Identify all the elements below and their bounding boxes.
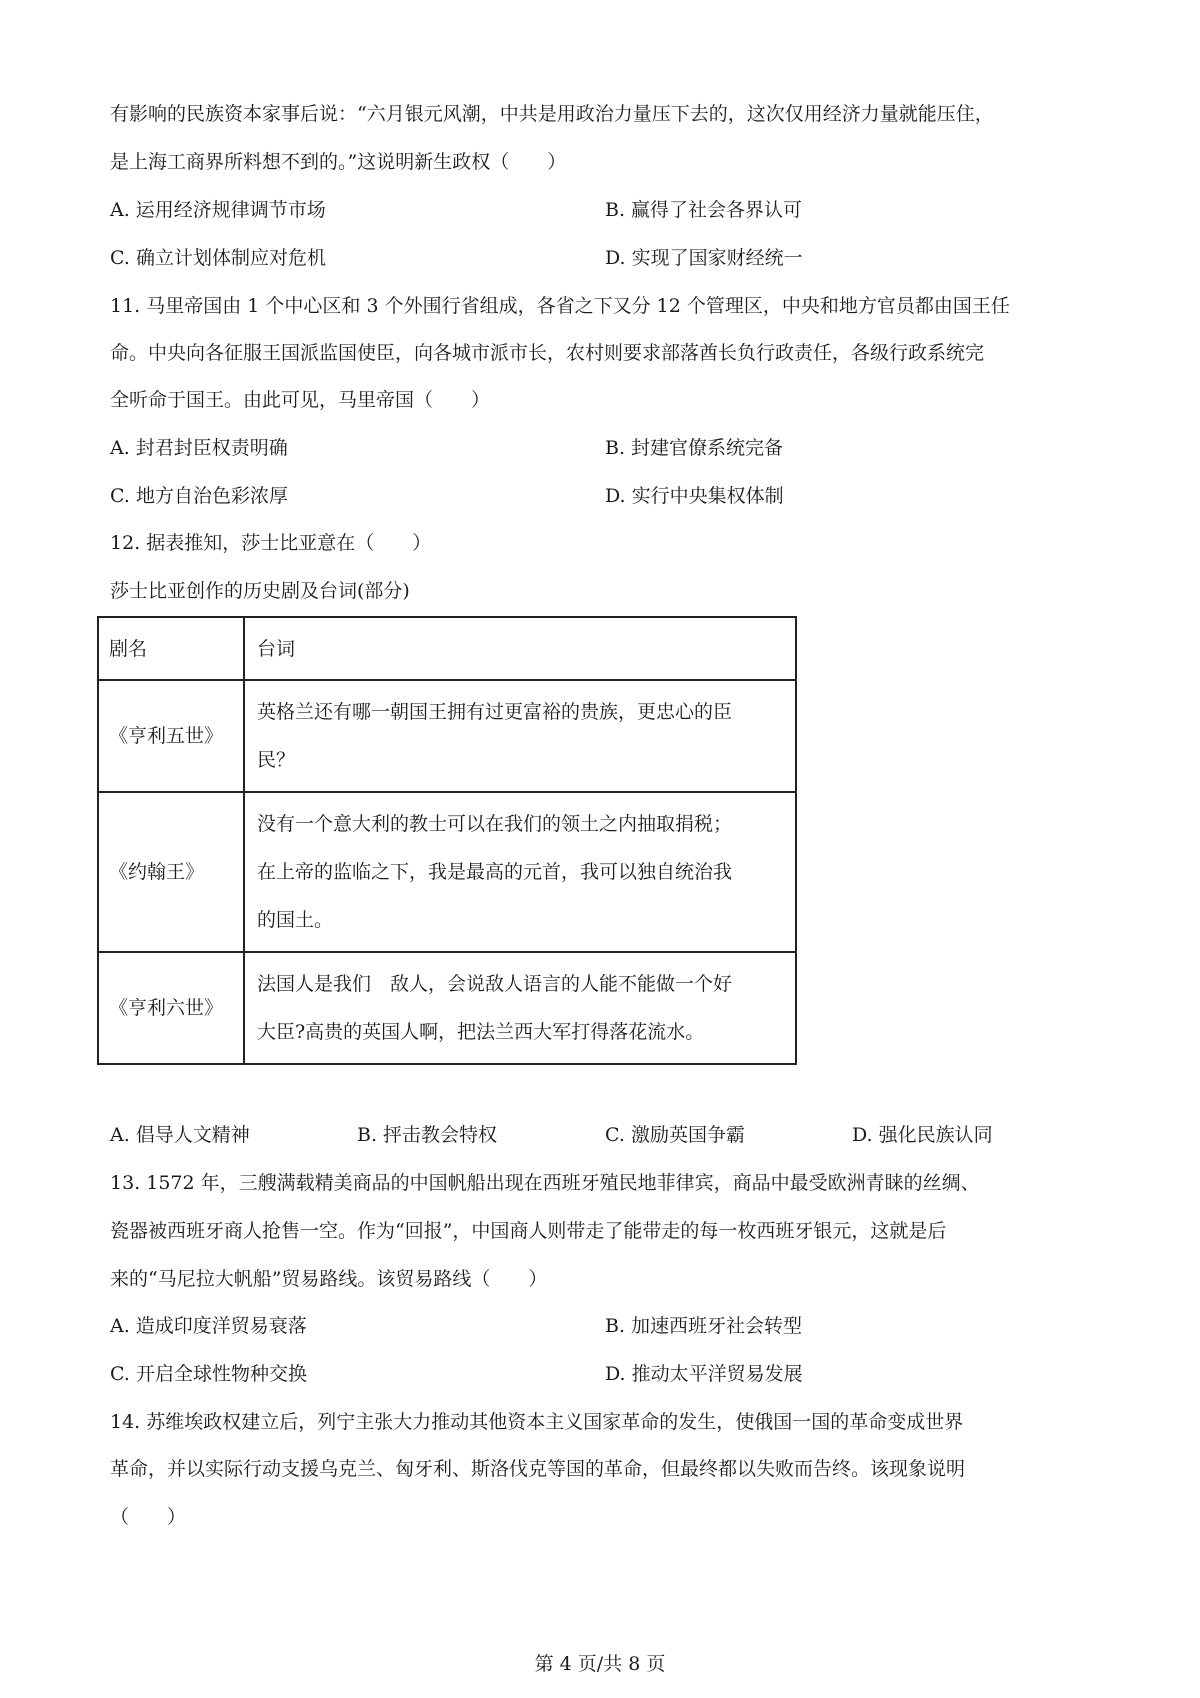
q13-line-2: 瓷器被西班牙商人抢售一空。作为“回报”，中国商人则带走了能带走的每一枚西班牙银元，这就是后 (110, 1220, 947, 1242)
q11-option-d: D. 实行中央集权体制 (605, 485, 784, 507)
line: 民？ (257, 749, 296, 771)
table-row (98, 952, 796, 1064)
header-lines: 台词 (244, 617, 796, 680)
q11-line-3: 全听命于国王。由此可见，马里帝国（ ） (110, 389, 491, 411)
q11-line-1: 11. 马里帝国由 1 个中心区和 3 个外围行省组成，各省之下又分 12 个管理区，中央和地方官员都由国王任 (110, 295, 1010, 317)
q14-line-2: 革命，并以实际行动支援乌克兰、匈牙利、斯洛伐克等国的革命，但最终都以失败而告终。该现象说明 (110, 1458, 966, 1480)
q13-option-c: C. 开启全球性物种交换 (110, 1363, 307, 1385)
line: 没有一个意大利的教士可以在我们的领土之内抽取捐税； (257, 813, 733, 835)
q14-line-1: 14. 苏维埃政权建立后，列宁主张大力推动其他资本主义国家革命的发生，使俄国一国的革命变成世界 (110, 1411, 964, 1433)
line: 法国人是我们 敌人，会说敌人语言的人能不能做一个好 (257, 973, 733, 995)
q12-option-c: C. 激励英国争霸 (605, 1124, 745, 1146)
page-footer: 第 4 页/共 8 页 (534, 1653, 666, 1675)
q10-option-d: D. 实现了国家财经统一 (605, 247, 803, 269)
line: 英格兰还有哪一朝国王拥有过更富裕的贵族，更忠心的臣 (257, 701, 733, 723)
q12-stem: 12. 据表推知，莎士比亚意在（ ） (110, 532, 432, 554)
play-lines (244, 792, 796, 952)
q11-option-a: A. 封君封臣权责明确 (110, 437, 288, 459)
q13-option-a: A. 造成印度洋贸易衰落 (110, 1315, 307, 1337)
q10-option-b: B. 赢得了社会各界认可 (605, 199, 803, 221)
q13-line-1: 13. 1572 年，三艘满载精美商品的中国帆船出现在西班牙殖民地菲律宾，商品中最受欧洲青睐的丝绸、 (110, 1172, 980, 1194)
line: 大臣?高贵的英国人啊，把法兰西大军打得落花流水。 (257, 1021, 705, 1043)
line: 在上帝的监临之下，我是最高的元首，我可以独自统治我 (257, 861, 733, 883)
play-lines (244, 952, 796, 1064)
q13-line-3: 来的“马尼拉大帆船”贸易路线。该贸易路线（ ） (110, 1268, 548, 1290)
q12-option-a: A. 倡导人文精神 (110, 1124, 250, 1146)
q12-option-b: B. 抨击教会特权 (357, 1124, 498, 1146)
table-row (98, 792, 796, 952)
play-name: 《约翰王》 (98, 792, 244, 952)
table-row (98, 680, 796, 792)
q12-option-d: D. 强化民族认同 (852, 1124, 993, 1146)
q10-line-2: 是上海工商界所料想不到的。”这说明新生政权（ ） (110, 151, 567, 173)
table-header-row (98, 617, 796, 680)
q10-option-c: C. 确立计划体制应对危机 (110, 247, 326, 269)
q11-option-b: B. 封建官僚系统完备 (605, 437, 784, 459)
q13-option-b: B. 加速西班牙社会转型 (605, 1315, 803, 1337)
play-name: 《亨利五世》 (98, 680, 244, 792)
header-play-name: 剧名 (98, 617, 244, 680)
q13-option-d: D. 推动太平洋贸易发展 (605, 1363, 803, 1385)
q10-line-1: 有影响的民族资本家事后说：“六月银元风潮，中共是用政治力量压下去的，这次仅用经济力量就能压住， (110, 103, 994, 125)
q12-table-title: 莎士比亚创作的历史剧及台词(部分) (110, 580, 410, 602)
q11-option-c: C. 地方自治色彩浓厚 (110, 485, 288, 507)
play-name: 《亨利六世》 (98, 952, 244, 1064)
q10-option-a: A. 运用经济规律调节市场 (110, 199, 326, 221)
shakespeare-table (97, 616, 797, 1065)
q11-line-2: 命。中央向各征服王国派监国使臣，向各城市派市长，农村则要求部落酋长负行政责任，各级行政系统完 (110, 342, 985, 364)
q14-line-3: （ ） (110, 1506, 187, 1528)
line: 的国土。 (257, 909, 334, 931)
play-lines (244, 680, 796, 792)
